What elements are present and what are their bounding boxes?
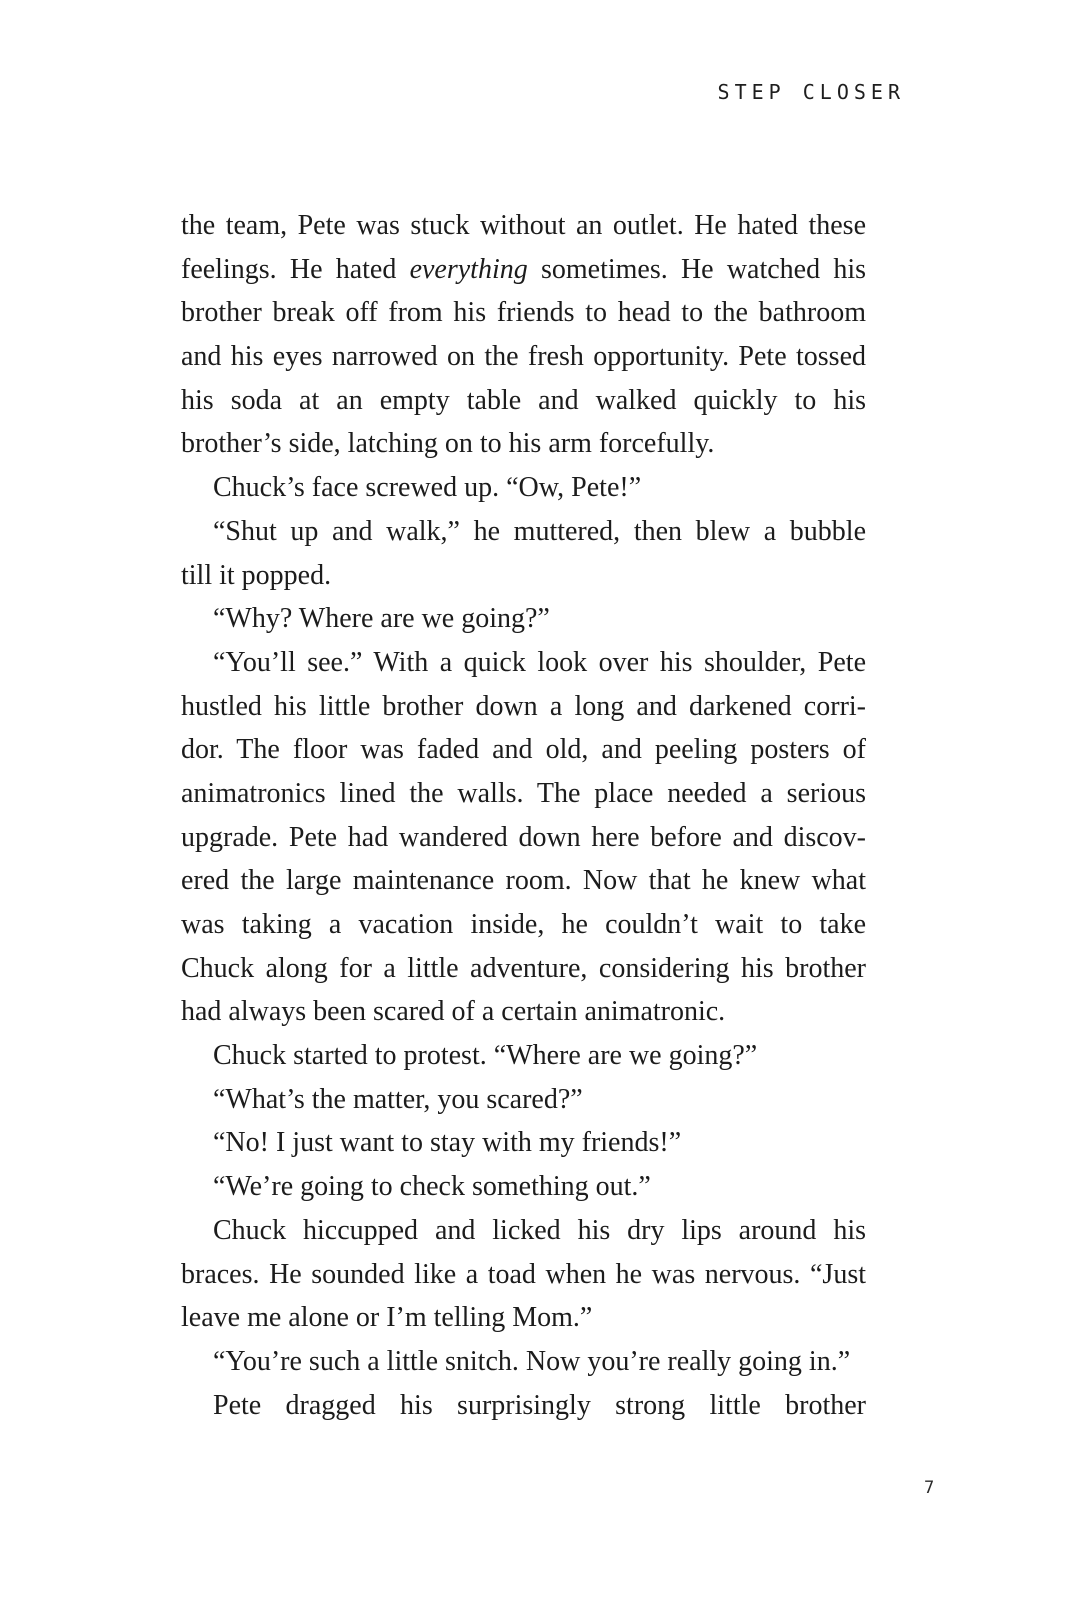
text-line: brother’s side, latching on to his arm forcefully.: [181, 428, 715, 460]
text-line: Chuck along for a little adventure, considering his brother: [181, 952, 866, 984]
text-line: and his eyes narrowed on the fresh opportunity. Pete tossed: [181, 341, 866, 373]
text-line: upgrade. Pete had wandered down here before and discov-: [181, 821, 866, 853]
text-line: “Shut up and walk,” he muttered, then blew a bubble: [213, 515, 866, 547]
text-line: Chuck’s face screwed up. “Ow, Pete!”: [213, 472, 642, 504]
text-line: had always been scared of a certain animatronic.: [181, 996, 726, 1028]
text-line: braces. He sounded like a toad when he was nervous. “Just: [181, 1258, 866, 1290]
text-line: the team, Pete was stuck without an outlet. He hated these: [181, 210, 866, 241]
text-line: brother break off from his friends to head to the bathroom: [181, 297, 866, 329]
text-line: “You’re such a little snitch. Now you’re really going in.”: [213, 1345, 851, 1377]
text-line: Chuck hiccupped and licked his dry lips around his: [213, 1214, 866, 1246]
text-line: “What’s the matter, you scared?”: [213, 1083, 583, 1115]
text-line: dor. The floor was faded and old, and peeling posters of: [181, 734, 866, 766]
text-line: “Why? Where are we going?”: [213, 603, 550, 635]
text-line: hustled his little brother down a long and darkened corri-: [181, 690, 866, 722]
text-line: leave me alone or I’m telling Mom.”: [181, 1302, 593, 1334]
text-line: “You’ll see.” With a quick look over his shoulder, Pete: [213, 646, 866, 678]
text-line: Pete dragged his surprisingly strong little brother: [213, 1389, 866, 1421]
text-line: was taking a vacation inside, he couldn’t wait to take: [181, 909, 866, 940]
text-line: “We’re going to check something out.”: [213, 1171, 651, 1203]
text-line: Chuck started to protest. “Where are we going?”: [213, 1040, 758, 1072]
body-text: [181, 204, 866, 1427]
text-line: “No! I just want to stay with my friends!”: [213, 1127, 682, 1159]
text-line: feelings. He hated everything sometimes. He watched his: [181, 253, 866, 285]
text-line: his soda at an empty table and walked quickly to his: [181, 384, 866, 416]
emphasis-text: everything: [409, 253, 528, 285]
running-head: STEP CLOSER: [717, 80, 905, 104]
page-number: 7: [924, 1478, 935, 1498]
text-line: ered the large maintenance room. Now that he knew what: [181, 865, 866, 897]
text-line: animatronics lined the walls. The place needed a serious: [181, 777, 866, 809]
text-line: till it popped.: [181, 559, 332, 591]
